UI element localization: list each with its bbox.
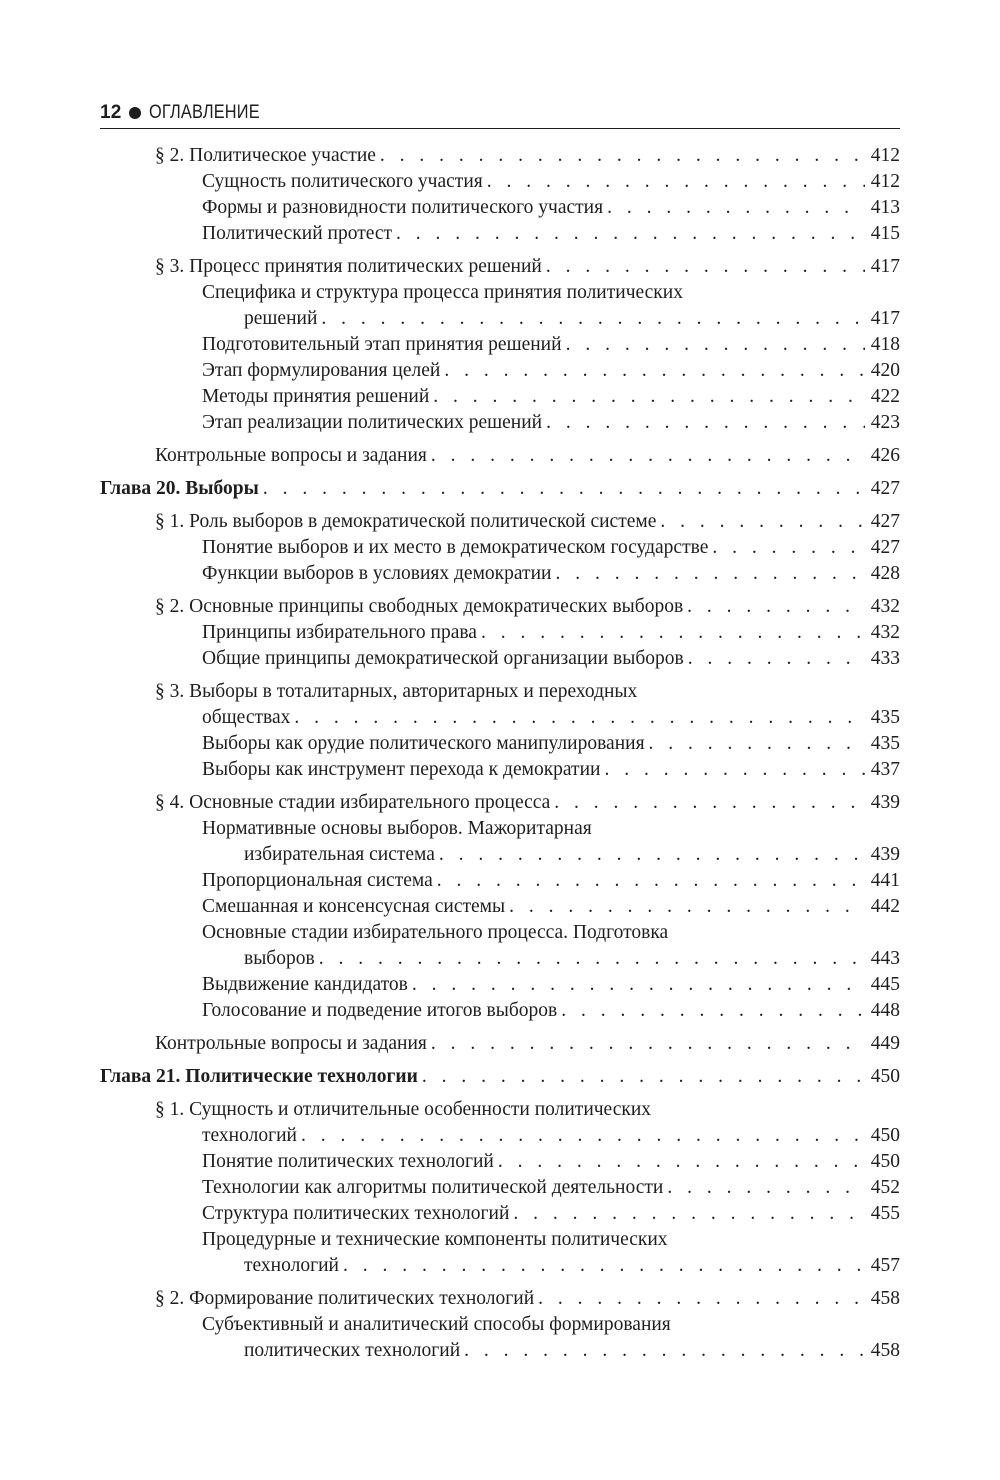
toc-subsection-entry[interactable] bbox=[100, 620, 900, 646]
toc-entry-page: 442 bbox=[870, 896, 900, 917]
toc-subsection-entry[interactable] bbox=[100, 894, 900, 920]
dot-leader bbox=[319, 946, 865, 972]
toc-subsection-entry[interactable] bbox=[100, 358, 900, 384]
toc-section-entry[interactable] bbox=[100, 1031, 900, 1057]
toc-section-entry[interactable] bbox=[100, 705, 900, 731]
dot-leader bbox=[688, 646, 865, 672]
toc-subsection-entry[interactable] bbox=[100, 1149, 900, 1175]
entry-gap bbox=[100, 469, 900, 476]
toc-entry-page: 439 bbox=[870, 792, 900, 813]
toc-entry-page: 417 bbox=[870, 256, 900, 277]
dot-leader bbox=[396, 221, 865, 247]
entry-gap bbox=[100, 436, 900, 443]
toc-entry-title: Принципы избирательного права bbox=[202, 620, 481, 646]
toc-entry-title: Этап реализации политических решений bbox=[202, 410, 546, 436]
toc-entry-page: 415 bbox=[870, 223, 900, 244]
toc-subsection-entry[interactable] bbox=[100, 842, 900, 868]
dot-leader bbox=[437, 868, 865, 894]
dot-leader bbox=[712, 535, 864, 561]
dot-leader bbox=[487, 169, 865, 195]
toc-subsection-entry[interactable] bbox=[100, 1253, 900, 1279]
toc-chapter-entry[interactable] bbox=[100, 476, 900, 502]
toc-entry-title: Голосование и подведение итогов выборов bbox=[202, 998, 561, 1024]
dot-leader bbox=[498, 1149, 865, 1175]
toc-entry-title-line1: Основные стадии избирательного процесса. Подготовка bbox=[202, 922, 669, 943]
entry-gap bbox=[100, 247, 900, 254]
toc-entry-title-line1: § 1. Сущность и отличительные особенности политических bbox=[155, 1099, 652, 1120]
toc-section-entry[interactable] bbox=[100, 790, 900, 816]
toc-entry-title: Контрольные вопросы и задания bbox=[155, 443, 431, 469]
toc-entry-title: обществах bbox=[202, 705, 294, 731]
toc-subsection-entry[interactable] bbox=[100, 1175, 900, 1201]
dot-leader bbox=[343, 1253, 865, 1279]
dot-leader bbox=[509, 894, 865, 920]
dot-leader bbox=[667, 1175, 864, 1201]
toc-entry-title: технологий bbox=[202, 1123, 301, 1149]
toc-entry-title: политических технологий bbox=[244, 1338, 464, 1364]
dot-leader bbox=[431, 1031, 865, 1057]
dot-leader bbox=[607, 195, 865, 221]
toc-entry-page: 439 bbox=[870, 844, 900, 865]
toc-entry-title: Глава 21. Политические технологии bbox=[100, 1064, 422, 1090]
bullet-icon bbox=[129, 107, 141, 119]
toc-subsection-entry[interactable] bbox=[100, 169, 900, 195]
toc-subsection-entry[interactable] bbox=[100, 972, 900, 998]
toc-entry-title: Пропорциональная система bbox=[202, 868, 437, 894]
toc-entry-title: Понятие политических технологий bbox=[202, 1149, 498, 1175]
toc-entry-title: Технологии как алгоритмы политической деятельности bbox=[202, 1175, 667, 1201]
toc-entry-title: Контрольные вопросы и задания bbox=[155, 1031, 431, 1057]
dot-leader bbox=[263, 476, 865, 502]
toc-entry-page: 450 bbox=[870, 1066, 900, 1087]
toc-entry-page: 445 bbox=[870, 974, 900, 995]
toc-section-entry[interactable] bbox=[100, 143, 900, 169]
toc-entry-title: Политический протест bbox=[202, 221, 396, 247]
toc-entry-title: избирательная система bbox=[244, 842, 439, 868]
dot-leader bbox=[444, 358, 864, 384]
toc-entry-page: 427 bbox=[870, 511, 900, 532]
toc-subsection-entry[interactable] bbox=[100, 998, 900, 1024]
entry-gap bbox=[100, 1057, 900, 1064]
toc-entry-page: 448 bbox=[870, 1000, 900, 1021]
toc-subsection-entry[interactable] bbox=[100, 868, 900, 894]
toc-entry-title: решений bbox=[244, 306, 321, 332]
table-of-contents bbox=[100, 143, 900, 1364]
dot-leader bbox=[554, 790, 864, 816]
toc-subsection-entry[interactable] bbox=[100, 731, 900, 757]
toc-entry-page: 413 bbox=[870, 197, 900, 218]
toc-entry-page: 412 bbox=[870, 145, 900, 166]
toc-section-entry[interactable] bbox=[100, 1123, 900, 1149]
dot-leader bbox=[412, 972, 865, 998]
toc-entry-title: Выдвижение кандидатов bbox=[202, 972, 412, 998]
toc-entry-page: 427 bbox=[870, 478, 900, 499]
dot-leader bbox=[481, 620, 865, 646]
dot-leader bbox=[431, 443, 865, 469]
toc-entry-title: технологий bbox=[244, 1253, 343, 1279]
dot-leader bbox=[380, 143, 865, 169]
entry-gap bbox=[100, 1279, 900, 1286]
toc-entry-page: 441 bbox=[870, 870, 900, 891]
dot-leader bbox=[546, 254, 865, 280]
toc-entry-title-line1: Нормативные основы выборов. Мажоритарная bbox=[202, 818, 592, 839]
toc-entry-title: Методы принятия решений bbox=[202, 384, 433, 410]
toc-subsection-entry[interactable] bbox=[100, 1201, 900, 1227]
toc-entry-title: Глава 20. Выборы bbox=[100, 476, 263, 502]
toc-section-entry[interactable] bbox=[100, 509, 900, 535]
toc-section-entry[interactable] bbox=[100, 443, 900, 469]
toc-entry-page: 452 bbox=[870, 1177, 900, 1198]
entry-gap bbox=[100, 587, 900, 594]
toc-subsection-entry[interactable] bbox=[100, 306, 900, 332]
toc-entry-title: Понятие выборов и их место в демократическом государстве bbox=[202, 535, 712, 561]
toc-subsection-entry[interactable] bbox=[100, 757, 900, 783]
toc-entry-page: 435 bbox=[870, 707, 900, 728]
toc-entry-page: 432 bbox=[870, 622, 900, 643]
toc-entry-page: 418 bbox=[870, 334, 900, 355]
toc-entry-title: Подготовительный этап принятия решений bbox=[202, 332, 566, 358]
toc-entry-page: 420 bbox=[870, 360, 900, 381]
dot-leader bbox=[321, 306, 864, 332]
toc-entry-page: 417 bbox=[870, 308, 900, 329]
toc-entry-title: Формы и разновидности политического участия bbox=[202, 195, 607, 221]
toc-entry-title: § 2. Формирование политических технологий bbox=[155, 1286, 538, 1312]
toc-entry-title-line1: Субъективный и аналитический способы формирования bbox=[202, 1314, 671, 1335]
toc-entry-title: § 1. Роль выборов в демократической политической системе bbox=[155, 509, 660, 535]
dot-leader bbox=[301, 1123, 865, 1149]
toc-subsection-entry[interactable] bbox=[100, 384, 900, 410]
toc-entry-title: § 2. Основные принципы свободных демократических выборов bbox=[155, 594, 687, 620]
dot-leader bbox=[561, 998, 865, 1024]
toc-subsection-entry[interactable] bbox=[100, 332, 900, 358]
toc-entry-page: 427 bbox=[870, 537, 900, 558]
toc-section-entry[interactable] bbox=[100, 254, 900, 280]
running-header bbox=[100, 98, 900, 129]
entry-gap bbox=[100, 1090, 900, 1097]
entry-gap bbox=[100, 1024, 900, 1031]
toc-entry-page: 458 bbox=[870, 1340, 900, 1361]
dot-leader bbox=[294, 705, 864, 731]
header-title: ОГЛАВЛЕНИЕ bbox=[148, 102, 260, 123]
dot-leader bbox=[433, 384, 864, 410]
toc-entry-page: 432 bbox=[870, 596, 900, 617]
toc-entry-title: Смешанная и консенсусная системы bbox=[202, 894, 509, 920]
dot-leader bbox=[422, 1064, 865, 1090]
toc-entry-title: § 3. Процесс принятия политических решений bbox=[155, 254, 546, 280]
dot-leader bbox=[566, 332, 865, 358]
toc-entry-page: 435 bbox=[870, 733, 900, 754]
toc-section-entry[interactable] bbox=[100, 1286, 900, 1312]
dot-leader bbox=[546, 410, 865, 436]
toc-entry-title-line1: § 3. Выборы в тоталитарных, авторитарных и переходных bbox=[155, 681, 638, 702]
dot-leader bbox=[604, 757, 864, 783]
toc-entry-title-line1: Процедурные и технические компоненты политических bbox=[202, 1229, 668, 1250]
toc-entry-page: 455 bbox=[870, 1203, 900, 1224]
toc-entry-page: 422 bbox=[870, 386, 900, 407]
toc-entry-title: Общие принципы демократической организации выборов bbox=[202, 646, 688, 672]
toc-entry-title: выборов bbox=[244, 946, 319, 972]
toc-entry-title: Функции выборов в условиях демократии bbox=[202, 561, 555, 587]
toc-subsection-entry[interactable] bbox=[100, 195, 900, 221]
toc-entry-page: 433 bbox=[870, 648, 900, 669]
toc-entry-title: Сущность политического участия bbox=[202, 169, 487, 195]
toc-chapter-entry[interactable] bbox=[100, 1064, 900, 1090]
dot-leader bbox=[687, 594, 865, 620]
toc-entry-page: 457 bbox=[870, 1255, 900, 1276]
toc-entry-page: 449 bbox=[870, 1033, 900, 1054]
dot-leader bbox=[538, 1286, 865, 1312]
toc-entry-title: Выборы как орудие политического манипулирования bbox=[202, 731, 649, 757]
toc-subsection-entry[interactable] bbox=[100, 646, 900, 672]
dot-leader bbox=[513, 1201, 864, 1227]
dot-leader bbox=[660, 509, 864, 535]
toc-entry-page: 437 bbox=[870, 759, 900, 780]
toc-entry-title-line1: Специфика и структура процесса принятия политических bbox=[202, 282, 683, 303]
toc-subsection-entry[interactable] bbox=[100, 561, 900, 587]
toc-entry-page: 458 bbox=[870, 1288, 900, 1309]
entry-gap bbox=[100, 783, 900, 790]
toc-entry-page: 443 bbox=[870, 948, 900, 969]
toc-subsection-entry[interactable] bbox=[100, 1338, 900, 1364]
toc-entry-page: 450 bbox=[870, 1125, 900, 1146]
toc-subsection-entry[interactable] bbox=[100, 535, 900, 561]
toc-subsection-entry[interactable] bbox=[100, 410, 900, 436]
toc-entry-page: 423 bbox=[870, 412, 900, 433]
toc-entry-title: § 4. Основные стадии избирательного процесса bbox=[155, 790, 554, 816]
toc-entry-page: 412 bbox=[870, 171, 900, 192]
dot-leader bbox=[464, 1338, 865, 1364]
toc-subsection-entry[interactable] bbox=[100, 221, 900, 247]
toc-entry-title: § 2. Политическое участие bbox=[155, 143, 380, 169]
toc-entry-page: 428 bbox=[870, 563, 900, 584]
header-page-number: 12 bbox=[100, 102, 122, 123]
dot-leader bbox=[439, 842, 865, 868]
entry-gap bbox=[100, 672, 900, 679]
toc-entry-page: 426 bbox=[870, 445, 900, 466]
toc-entry-page: 450 bbox=[870, 1151, 900, 1172]
toc-entry-title: Структура политических технологий bbox=[202, 1201, 513, 1227]
entry-gap bbox=[100, 502, 900, 509]
dot-leader bbox=[555, 561, 864, 587]
toc-entry-title: Этап формулирования целей bbox=[202, 358, 444, 384]
toc-entry-title: Выборы как инструмент перехода к демократии bbox=[202, 757, 604, 783]
toc-section-entry[interactable] bbox=[100, 594, 900, 620]
toc-subsection-entry[interactable] bbox=[100, 946, 900, 972]
dot-leader bbox=[649, 731, 865, 757]
